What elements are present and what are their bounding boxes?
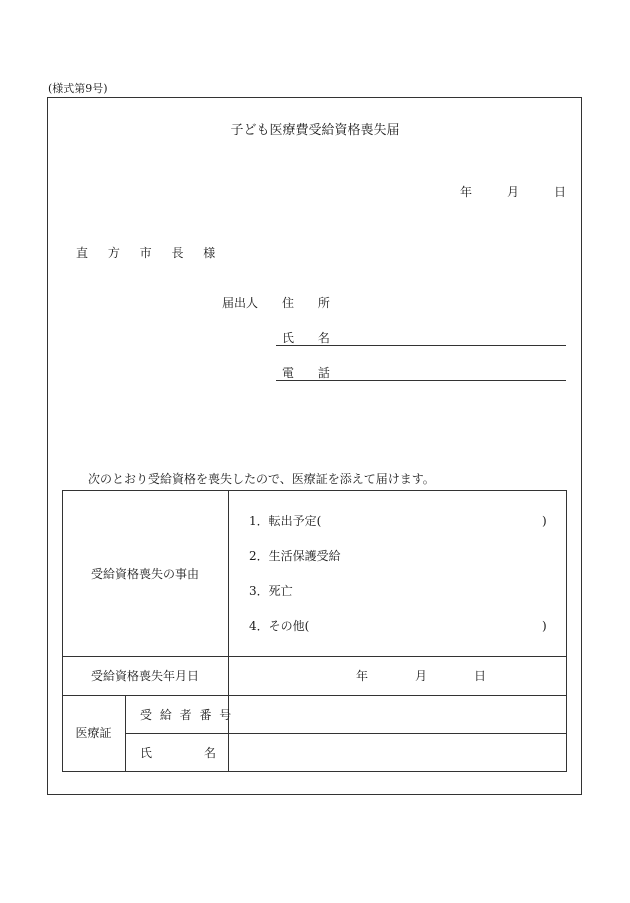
form-title: 子ども医療費受給資格喪失届 — [230, 123, 400, 138]
addressee: 直 方 市 長 様 — [76, 246, 224, 260]
name-label: 氏 名 — [282, 331, 340, 345]
form-table — [62, 490, 567, 772]
reason-header: 受給資格喪失の事由 — [90, 567, 199, 581]
table-row-divider — [125, 733, 567, 734]
address-label: 住 所 — [282, 296, 340, 310]
certificate-header: 医療証 — [75, 726, 112, 740]
table-row-divider — [62, 656, 567, 657]
phone-underline — [276, 380, 566, 381]
form-number: (様式第9号) — [48, 82, 108, 95]
reason-item-2: 2．生活保護受給 — [249, 549, 341, 563]
reason-item-3: 3．死亡 — [249, 584, 293, 598]
cert-name-label-left: 氏 — [140, 746, 153, 760]
recipient-number-label: 受 給 者 番 号 — [140, 708, 234, 722]
applicant-label: 届出人 — [222, 296, 259, 310]
reason-item-4-close: ) — [542, 619, 547, 633]
date-month-label: 月 — [507, 185, 520, 199]
intro-text: 次のとおり受給資格を喪失したので、医療証を添えて届けます。 — [88, 472, 435, 486]
loss-date-header: 受給資格喪失年月日 — [90, 669, 199, 683]
loss-date-day-label: 日 — [474, 669, 487, 683]
loss-date-month-label: 月 — [415, 669, 428, 683]
date-day-label: 日 — [554, 185, 567, 199]
reason-item-4: 4．その他( — [249, 619, 310, 633]
phone-label: 電 話 — [282, 366, 340, 380]
reason-item-1: 1．転出予定( — [249, 514, 322, 528]
date-year-label: 年 — [460, 185, 473, 199]
cert-name-label-right: 名 — [204, 746, 217, 760]
reason-item-1-close: ) — [542, 514, 547, 528]
loss-date-year-label: 年 — [356, 669, 369, 683]
name-underline — [276, 345, 566, 346]
table-column-divider — [228, 490, 229, 772]
table-row-divider — [62, 695, 567, 696]
